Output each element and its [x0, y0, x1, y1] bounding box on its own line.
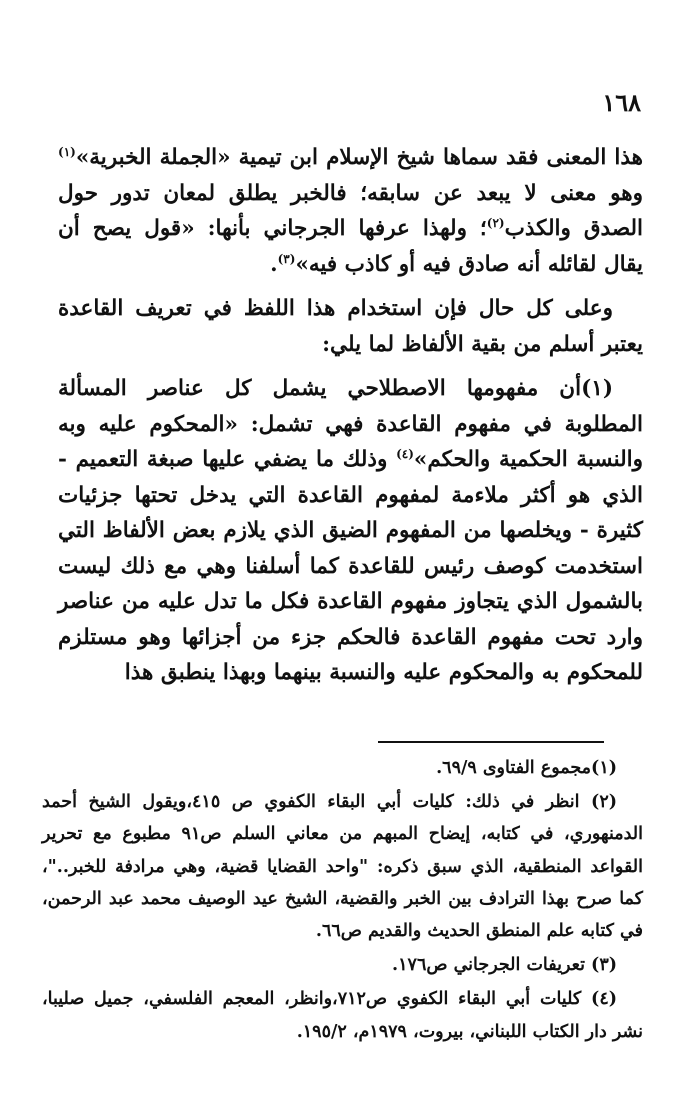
paragraph-1 [58, 140, 643, 282]
paragraph-1-text-d: . [270, 251, 278, 277]
footnote-ref-1: (١) [58, 144, 76, 159]
paragraph-1-text-a: هذا المعنى فقد سماها شيخ الإسلام ابن تيمية «الجملة الخبرية» [75, 145, 643, 170]
footnote-separator [378, 741, 604, 743]
footnote-4: (٤) كليات أبي البقاء الكفوي ص٧١٢،وانظر، المعجم الفلسفي، جميل صليبا، نشر دار الكتاب اللبناني، بيروت، ١٩٧٩م، ١٩٥/٢. [42, 989, 643, 1042]
footnote-ref-3: (٣) [277, 251, 296, 266]
footnotes [42, 752, 643, 1050]
footnote-ref-4: (٤) [396, 446, 414, 461]
paragraph-2: وعلى كل حال فإن استخدام هذا اللفظ في تعريف القاعدة يعتبر أسلم من بقية الألفاظ لما يلي: [58, 296, 643, 357]
footnote-1: (١)مجموع الفتاوى ٦٩/٩. [436, 758, 617, 778]
main-text [58, 140, 643, 700]
footnote-2: (٢) انظر في ذلك: كليات أبي البقاء الكفوي ص ٤١٥،ويقول الشيخ أحمد الدمنهوري، في كتابه، إيضاح المبهم من معاني السلم ص٩١ مطبوع مع تحرير القواعد المنطقية، الذي سبق ذكره: "واحد القضايا قضية، وهي مرادفة للخبر.."، كما صرح بهذا الترادف بين الخبر والقضية، الشيخ عيد الوصيف محمد عبد الرحمن، في كتابه علم المنطق الحديث والقديم ص٦٦. [42, 792, 643, 942]
paragraph-3-text-a: (١)أن مفهومها الاصطلاحي يشمل كل عناصر المسألة المطلوبة في مفهوم القاعدة فهي تشمل: «المحكوم عليه وبه والنسبة الحكمية والحكم» [58, 376, 643, 472]
paragraph-3-text-b: وذلك ما يضفي عليها صبغة التعميم - الذي هو أكثر ملاءمة لمفهوم القاعدة التي يدخل تحتها جزئيات كثيرة - ويخلصها من المفهوم الضيق الذي يلازم بعض الألفاظ التي استخدمت كوصف رئيس للقاعدة كما أسلفنا وهي مع ذلك ليست بالشمول الذي يتجاوز مفهوم القاعدة فكل ما تدل عليه من عناصر وارد تحت مفهوم القاعدة فالحكم جزء من أجزائها وهو مستلزم للمحكوم به والمحكوم عليه والنسبة بينهما وبهذا ينطبق هذا [58, 447, 643, 685]
paragraph-1-text-c: ؛ ولهذا عرفها الجرجاني بأنها: «قول يصح أن يقال لقائله أنه صادق فيه أو كاذب فيه» [58, 216, 643, 277]
footnote-ref-2: (٢) [486, 215, 505, 230]
paragraph-3 [58, 371, 643, 691]
footnote-3: (٣) تعريفات الجرجاني ص١٧٦. [392, 955, 617, 976]
page-number: ١٦٨ [602, 88, 641, 117]
paragraph-1-text-b: وهو معنى لا يبعد عن سابقه؛ فالخبر يطلق لمعان تدور حول الصدق والكذب [58, 180, 643, 241]
